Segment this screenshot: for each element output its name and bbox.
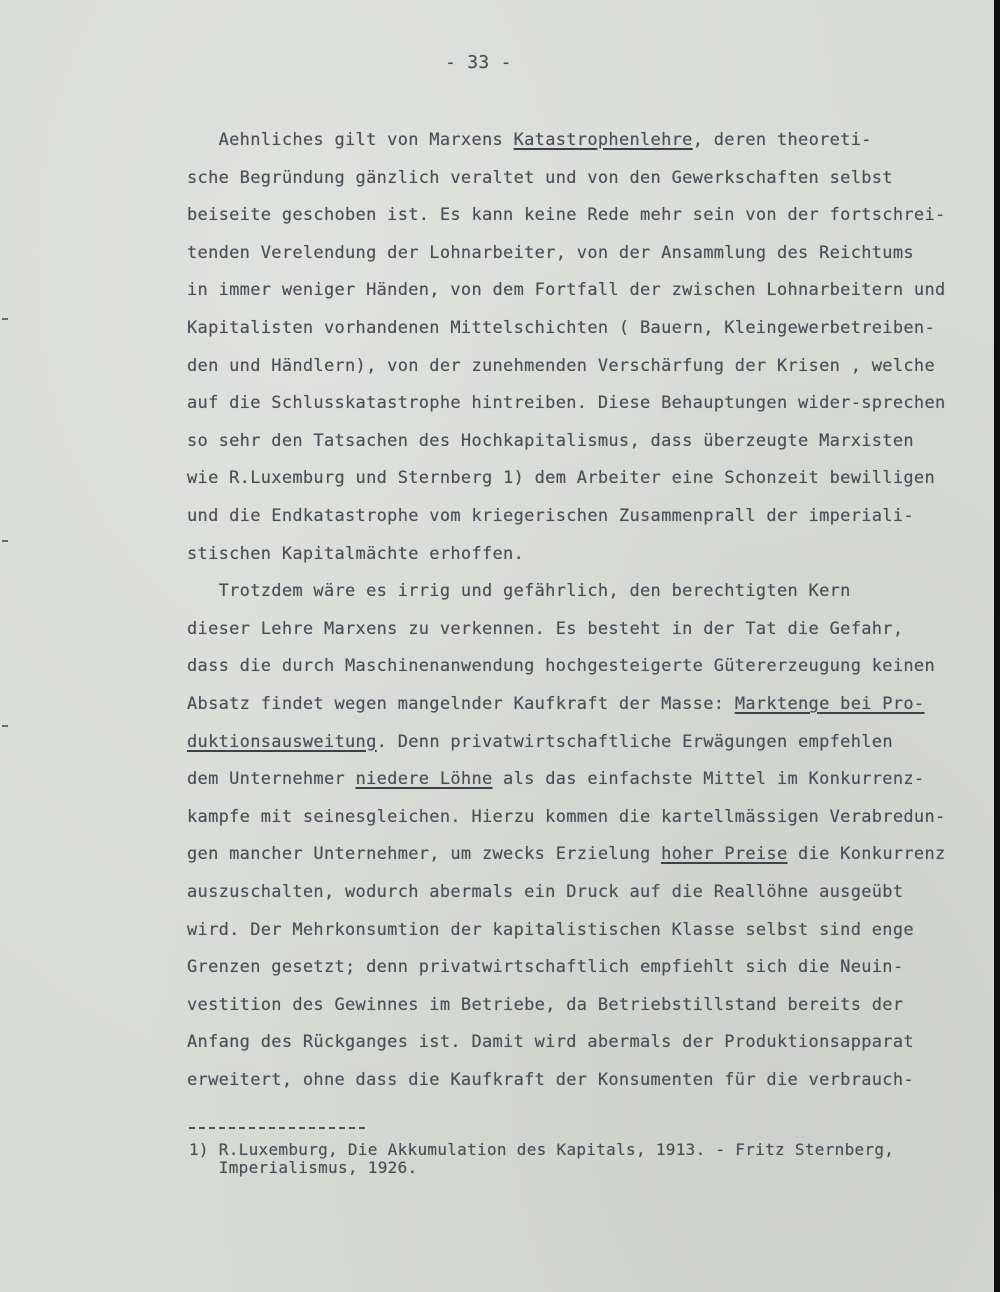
text-line <box>187 355 935 376</box>
text-segment: dass die durch Maschinenanwendung hochgesteigerte Gütererzeugung keinen <box>187 656 935 677</box>
text-segment: die Konkurrenz <box>787 844 946 865</box>
text-segment: Absatz findet wegen mangelnder Kaufkraft der Masse: <box>187 694 735 714</box>
text-segment: auszuschalten, wodurch abermals ein Druck auf die Reallöhne ausgeübt <box>187 882 904 902</box>
text-line <box>187 919 914 940</box>
text-segment: vestition des Gewinnes im Betriebe, da Betriebstillstand bereits der <box>187 994 904 1015</box>
text-line <box>187 731 893 752</box>
text-segment: in immer weniger Händen, von dem Fortfall der zwischen Lohnarbeitern und <box>187 280 946 301</box>
text-segment: kampfe mit seinesgleichen. Hierzu kommen die kartellmässigen Verabredun- <box>187 806 946 827</box>
text-segment: so sehr den Tatsachen des Hochkapitalismus, dass überzeugte Marxisten <box>187 430 914 451</box>
footnote-line-2: Imperialismus, 1926. <box>189 1158 418 1177</box>
text-line <box>187 282 946 299</box>
underlined-phrase: Marktenge bei Pro- <box>734 694 925 714</box>
text-line <box>187 543 525 564</box>
text-line <box>187 207 946 224</box>
text-line <box>187 658 935 675</box>
text-segment: erweitert, ohne dass die Kaufkraft der Konsumenten für die verbrauch- <box>187 1070 914 1090</box>
text-line <box>187 696 924 713</box>
underlined-phrase: niedere Löhne <box>355 769 493 790</box>
text-line <box>187 771 924 788</box>
text-line <box>187 395 946 412</box>
text-line <box>187 583 851 600</box>
text-segment: beiseite geschoben ist. Es kann keine Rede mehr sein von der fortschrei- <box>187 205 946 226</box>
text-segment: , deren theoreti- <box>692 130 872 150</box>
underlined-phrase: duktionsausweitung <box>187 731 377 752</box>
text-segment: Aehnliches gilt von Marxens <box>187 130 514 150</box>
text-line <box>187 806 946 827</box>
text-segment: Grenzen gesetzt; denn privatwirtschaftlich empfiehlt sich die Neuin- <box>187 957 904 978</box>
margin-tick <box>2 540 8 542</box>
text-line <box>187 618 904 639</box>
text-line <box>187 959 903 976</box>
text-line <box>187 242 914 263</box>
text-line <box>187 846 946 863</box>
text-segment: Kapitalisten vorhandenen Mittelschichten ( Bauern, Kleingewerbetreiben- <box>187 318 935 338</box>
text-segment: Anfang des Rückganges ist. Damit wird abermals der Produktionsapparat <box>187 1032 914 1053</box>
text-line <box>187 508 914 525</box>
text-line <box>187 430 914 451</box>
text-segment: dieser Lehre Marxens zu verkennen. Es besteht in der Tat die Gefahr, <box>187 618 904 639</box>
text-segment: und die Endkatastrophe vom kriegerischen Zusammenprall der imperiali- <box>187 506 914 526</box>
text-line <box>187 1072 914 1089</box>
text-line <box>187 1034 914 1051</box>
text-segment: Trotzdem wäre es irrig und gefährlich, den berechtigten Kern <box>187 581 851 602</box>
text-segment: stischen Kapitalmächte erhoffen. <box>187 543 525 564</box>
margin-tick <box>2 725 8 727</box>
page-number: - 33 - <box>445 52 512 73</box>
text-line <box>187 884 903 901</box>
text-segment: dem Unternehmer <box>187 769 356 790</box>
text-line <box>187 994 904 1015</box>
underlined-phrase: hoher Preise <box>661 844 788 865</box>
footnote-separator <box>189 1127 365 1129</box>
text-segment: als das einfachste Mittel im Konkurrenz- <box>492 769 925 790</box>
text-line <box>187 470 935 487</box>
text-segment: . Denn privatwirtschaftliche Erwägungen empfehlen <box>376 731 893 752</box>
text-segment: wird. Der Mehrkonsumtion der kapitalistischen Klasse selbst sind enge <box>187 919 914 940</box>
text-line <box>187 320 935 337</box>
text-segment: gen mancher Unternehmer, um zwecks Erzielung <box>187 844 662 865</box>
text-line <box>187 167 893 188</box>
margin-tick <box>2 318 8 320</box>
text-segment: auf die Schlusskatastrophe hintreiben. Diese Behauptungen wider-sprechen <box>187 393 946 414</box>
text-segment: sche Begründung gänzlich veraltet und von den Gewerkschaften selbst <box>187 167 893 188</box>
scan-border <box>994 0 1000 1292</box>
text-line <box>187 132 872 149</box>
underlined-phrase: Katastrophenlehre <box>513 130 693 150</box>
text-segment: tenden Verelendung der Lohnarbeiter, von der Ansammlung des Reichtums <box>187 242 914 263</box>
footnote-line-1: 1) R.Luxemburg, Die Akkumulation des Kapitals, 1913. - Fritz Sternberg, <box>189 1140 895 1159</box>
text-segment: wie R.Luxemburg und Sternberg 1) dem Arbeiter eine Schonzeit bewilligen <box>187 468 935 489</box>
text-segment: den und Händlern), von der zunehmenden Verschärfung der Krisen , welche <box>187 355 935 376</box>
